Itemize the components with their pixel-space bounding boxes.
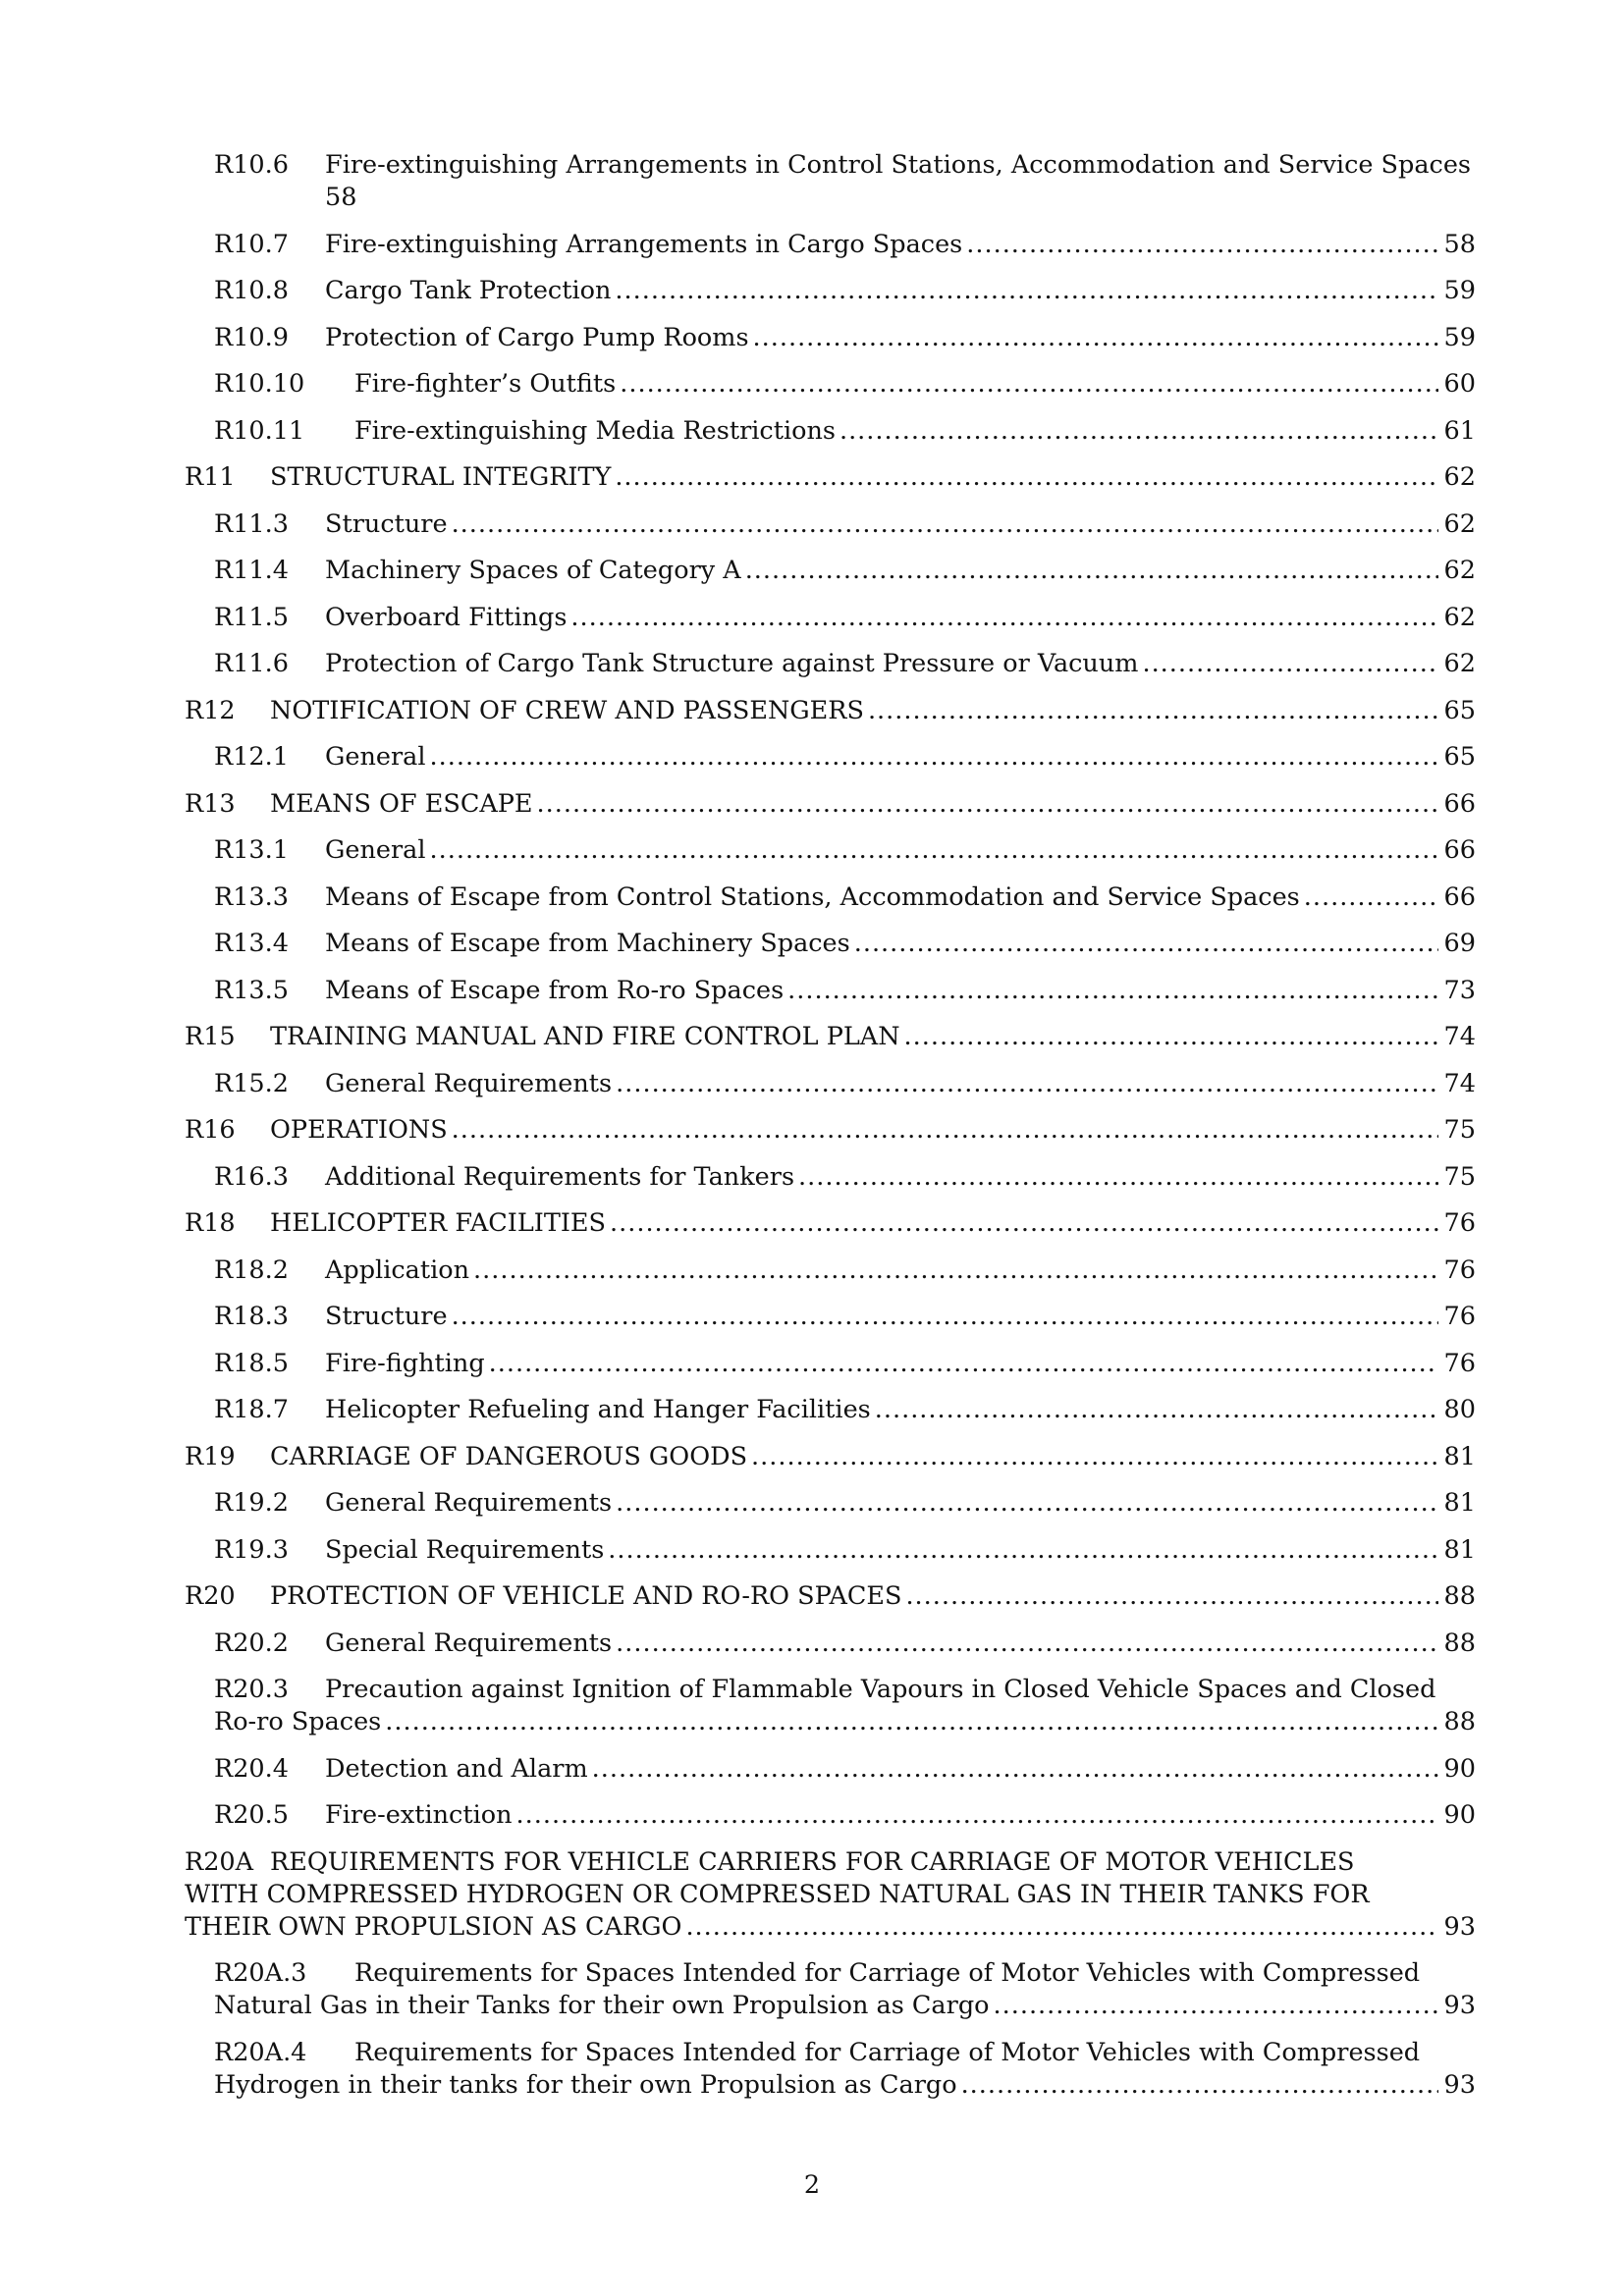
section-title: OPERATIONS bbox=[270, 1115, 448, 1145]
section-title: General Requirements bbox=[325, 1068, 613, 1098]
section-number: R11 bbox=[185, 462, 236, 492]
dot-leader bbox=[570, 602, 1437, 634]
section-title: REQUIREMENTS FOR VEHICLE CARRIERS FOR CARRIAGE OF MOTOR VEHICLES bbox=[270, 1846, 1355, 1877]
toc-line bbox=[214, 928, 1476, 960]
section-number: R13.1 bbox=[214, 835, 289, 865]
section-number: R16.3 bbox=[214, 1161, 289, 1192]
page-ref: 90 bbox=[1443, 1753, 1476, 1784]
section-number: R18.2 bbox=[214, 1255, 289, 1285]
section-title: CARRIAGE OF DANGEROUS GOODS bbox=[270, 1441, 748, 1471]
page-ref: 74 bbox=[1443, 1022, 1476, 1051]
dot-leader bbox=[620, 368, 1437, 400]
dot-leader bbox=[489, 1348, 1438, 1380]
toc-line bbox=[185, 1114, 1476, 1147]
toc-entry[interactable] bbox=[185, 1021, 1476, 1068]
toc-entry[interactable] bbox=[214, 1301, 1476, 1348]
toc-line bbox=[214, 1348, 1476, 1380]
page-ref: 88 bbox=[1443, 1707, 1476, 1736]
toc-line bbox=[214, 648, 1476, 680]
toc-entry[interactable] bbox=[214, 602, 1476, 649]
page-ref: 93 bbox=[1443, 1911, 1476, 1942]
section-number: R12.1 bbox=[214, 742, 289, 772]
toc-entry[interactable] bbox=[185, 788, 1476, 835]
section-number: R13.3 bbox=[214, 881, 289, 912]
section-number: R20.2 bbox=[214, 1628, 289, 1658]
section-title: Requirements for Spaces Intended for Carriage of Motor Vehicles with Compressed bbox=[354, 2037, 1421, 2067]
section-title: Means of Escape from Ro-ro Spaces bbox=[325, 975, 785, 1005]
dot-leader bbox=[430, 741, 1438, 774]
toc-line bbox=[214, 182, 1476, 214]
section-title: General bbox=[325, 742, 426, 772]
dot-leader bbox=[452, 508, 1438, 541]
page-ref: 81 bbox=[1443, 1534, 1476, 1565]
section-title: MEANS OF ESCAPE bbox=[270, 788, 533, 819]
toc-line bbox=[214, 881, 1476, 914]
toc-entry[interactable] bbox=[214, 1487, 1476, 1534]
toc-entry[interactable] bbox=[214, 1534, 1476, 1581]
section-title: Overboard Fittings bbox=[325, 602, 568, 632]
toc-line bbox=[185, 1441, 1476, 1473]
toc-line bbox=[185, 1021, 1476, 1053]
toc-line bbox=[214, 1161, 1476, 1194]
table-of-contents bbox=[185, 149, 1476, 2115]
page-ref: 59 bbox=[1443, 322, 1476, 352]
dot-leader bbox=[516, 1799, 1438, 1832]
page-ref: 65 bbox=[1443, 742, 1476, 772]
dot-leader bbox=[615, 275, 1437, 307]
toc-entry[interactable] bbox=[214, 741, 1476, 788]
section-title: Special Requirements bbox=[325, 1534, 605, 1565]
toc-entry[interactable] bbox=[185, 461, 1476, 508]
section-number: R10.9 bbox=[214, 322, 289, 352]
section-title: Protection of Cargo Pump Rooms bbox=[325, 322, 749, 352]
toc-line bbox=[185, 1580, 1476, 1613]
page-ref: 62 bbox=[1443, 602, 1476, 632]
dot-leader bbox=[616, 1068, 1437, 1100]
toc-line bbox=[214, 602, 1476, 634]
section-number: R10.6 bbox=[214, 150, 289, 180]
page-ref: 61 bbox=[1443, 415, 1476, 446]
toc-line bbox=[214, 1534, 1476, 1567]
toc-line-continued bbox=[214, 1706, 1476, 1738]
section-title-continued: Hydrogen in their tanks for their own Propulsion as Cargo bbox=[214, 2069, 957, 2100]
section-title-continued: THEIR OWN PROPULSION AS CARGO bbox=[185, 1911, 682, 1942]
section-number: R10.11 bbox=[214, 415, 305, 446]
section-number: R11.5 bbox=[214, 602, 289, 632]
section-number: R10.10 bbox=[214, 369, 305, 399]
toc-line bbox=[214, 368, 1476, 400]
dot-leader bbox=[961, 2069, 1438, 2102]
toc-line bbox=[214, 1255, 1476, 1287]
toc-entry[interactable] bbox=[214, 1799, 1476, 1846]
section-number: R19 bbox=[185, 1441, 236, 1471]
page-ref: 90 bbox=[1443, 1800, 1476, 1830]
section-title: PROTECTION OF VEHICLE AND RO-RO SPACES bbox=[270, 1581, 902, 1611]
section-title: Structure bbox=[325, 508, 448, 539]
section-number: R19.3 bbox=[214, 1534, 289, 1565]
toc-line bbox=[214, 322, 1476, 354]
page-ref: 58 bbox=[1443, 229, 1476, 259]
dot-leader bbox=[592, 1753, 1438, 1786]
page-ref: 66 bbox=[1443, 835, 1476, 865]
toc-line bbox=[214, 1957, 1476, 1990]
section-title: NOTIFICATION OF CREW AND PASSENGERS bbox=[270, 695, 864, 725]
dot-leader bbox=[875, 1394, 1438, 1426]
dot-leader bbox=[745, 555, 1438, 587]
section-number: R15.2 bbox=[214, 1068, 289, 1098]
page-ref: 66 bbox=[1443, 881, 1476, 912]
toc-entry[interactable] bbox=[214, 275, 1476, 322]
toc-entry[interactable] bbox=[214, 1394, 1476, 1441]
page-ref: 88 bbox=[1443, 1628, 1476, 1658]
dot-leader bbox=[1304, 881, 1438, 914]
toc-entry[interactable] bbox=[185, 1114, 1476, 1161]
toc-entry[interactable] bbox=[214, 1255, 1476, 1302]
dot-leader bbox=[798, 1161, 1438, 1194]
section-number: R11.3 bbox=[214, 508, 289, 539]
toc-entry[interactable] bbox=[214, 648, 1476, 695]
section-title: Means of Escape from Machinery Spaces bbox=[325, 929, 850, 958]
toc-line-continued bbox=[185, 1911, 1476, 1944]
dot-leader bbox=[430, 834, 1438, 867]
toc-line bbox=[214, 1394, 1476, 1426]
toc-line bbox=[214, 834, 1476, 867]
toc-line bbox=[214, 1799, 1476, 1832]
section-title: TRAINING MANUAL AND FIRE CONTROL PLAN bbox=[270, 1022, 900, 1051]
page-ref: 93 bbox=[1443, 2069, 1476, 2100]
section-title: Detection and Alarm bbox=[325, 1753, 588, 1784]
toc-entry[interactable] bbox=[214, 229, 1476, 276]
page-ref: 75 bbox=[1443, 1161, 1476, 1192]
dot-leader bbox=[994, 1990, 1438, 2022]
section-title: Application bbox=[325, 1255, 470, 1285]
page-ref: 76 bbox=[1443, 1348, 1476, 1378]
toc-entry[interactable] bbox=[214, 368, 1476, 415]
page-ref: 65 bbox=[1443, 695, 1476, 725]
toc-line bbox=[214, 1068, 1476, 1100]
toc-line bbox=[214, 1628, 1476, 1660]
section-number: R15 bbox=[185, 1022, 236, 1051]
page-ref: 88 bbox=[1443, 1581, 1476, 1611]
dot-leader bbox=[616, 1487, 1437, 1520]
toc-entry[interactable] bbox=[185, 1580, 1476, 1628]
section-number: R18.5 bbox=[214, 1348, 289, 1378]
section-title: Precaution against Ignition of Flammable Vapours in Closed Vehicle Spaces and Closed bbox=[325, 1675, 1436, 1704]
dot-leader bbox=[615, 461, 1437, 494]
toc-line-continued bbox=[214, 2069, 1476, 2102]
section-title: Machinery Spaces of Category A bbox=[325, 556, 741, 585]
page-ref: 69 bbox=[1443, 929, 1476, 958]
toc-entry[interactable] bbox=[185, 695, 1476, 742]
section-title-continued: Ro-ro Spaces bbox=[214, 1707, 382, 1736]
page-ref: 59 bbox=[1443, 276, 1476, 305]
toc-entry[interactable] bbox=[185, 1846, 1476, 1944]
toc-line bbox=[214, 275, 1476, 307]
toc-line bbox=[214, 415, 1476, 448]
toc-entry[interactable] bbox=[185, 1207, 1476, 1255]
toc-entry[interactable] bbox=[214, 322, 1476, 369]
page-ref: 62 bbox=[1443, 462, 1476, 492]
page-ref: 62 bbox=[1443, 649, 1476, 678]
section-title: Fire-extinction bbox=[325, 1800, 513, 1830]
section-number: R20A bbox=[185, 1846, 254, 1877]
toc-line-continued: WITH COMPRESSED HYDROGEN OR COMPRESSED NATURAL GAS IN THEIR TANKS FOR bbox=[185, 1879, 1370, 1909]
section-number: R20.3 bbox=[214, 1675, 289, 1704]
toc-line bbox=[185, 461, 1476, 494]
toc-entry[interactable] bbox=[214, 149, 1476, 214]
toc-entry[interactable] bbox=[214, 508, 1476, 556]
page-ref: 80 bbox=[1443, 1395, 1476, 1424]
section-number: R10.8 bbox=[214, 276, 289, 305]
page-number: 2 bbox=[803, 2170, 821, 2200]
dot-leader bbox=[868, 695, 1438, 727]
toc-entry[interactable] bbox=[214, 2037, 1476, 2102]
toc-entry[interactable] bbox=[214, 1348, 1476, 1395]
toc-entry[interactable] bbox=[214, 928, 1476, 975]
toc-entry[interactable] bbox=[214, 1628, 1476, 1675]
dot-leader bbox=[616, 1628, 1437, 1660]
page-ref: 75 bbox=[1443, 1115, 1476, 1145]
dot-leader bbox=[753, 322, 1438, 354]
section-title: Structure bbox=[325, 1302, 448, 1331]
dot-leader bbox=[787, 975, 1437, 1007]
section-title: HELICOPTER FACILITIES bbox=[270, 1208, 607, 1238]
section-title: General Requirements bbox=[325, 1628, 613, 1658]
toc-entry[interactable] bbox=[214, 834, 1476, 881]
section-title: Fire-fighter’s Outfits bbox=[354, 369, 617, 399]
section-title: General bbox=[325, 835, 426, 865]
dot-leader bbox=[608, 1534, 1437, 1567]
dot-leader bbox=[385, 1706, 1437, 1738]
page-ref: 76 bbox=[1443, 1208, 1476, 1238]
section-title: Fire-extinguishing Arrangements in Control Stations, Accommodation and Service Spaces bbox=[325, 150, 1471, 180]
toc-entry[interactable] bbox=[214, 975, 1476, 1022]
toc-line bbox=[214, 555, 1476, 587]
dot-leader bbox=[685, 1911, 1437, 1944]
section-number: R13.5 bbox=[214, 975, 289, 1005]
toc-line bbox=[214, 1753, 1476, 1786]
toc-line bbox=[185, 1207, 1476, 1240]
dot-leader bbox=[966, 229, 1437, 261]
dot-leader bbox=[473, 1255, 1438, 1287]
section-number: R11.4 bbox=[214, 556, 289, 585]
toc-line bbox=[185, 1846, 1476, 1879]
section-title: Fire-extinguishing Media Restrictions bbox=[354, 415, 836, 446]
page-ref: 93 bbox=[1443, 1991, 1476, 2020]
toc-entry[interactable] bbox=[214, 1161, 1476, 1208]
section-number: R18 bbox=[185, 1208, 236, 1238]
section-number: R11.6 bbox=[214, 649, 289, 678]
toc-line bbox=[214, 975, 1476, 1007]
toc-entry[interactable] bbox=[214, 415, 1476, 462]
dot-leader bbox=[610, 1207, 1438, 1240]
section-number: R13 bbox=[185, 788, 236, 819]
toc-line bbox=[214, 1301, 1476, 1333]
page-ref: 62 bbox=[1443, 508, 1476, 539]
dot-leader bbox=[839, 415, 1438, 448]
page-ref: 73 bbox=[1443, 975, 1476, 1005]
section-title: STRUCTURAL INTEGRITY bbox=[270, 462, 612, 492]
page-ref: 81 bbox=[1443, 1441, 1476, 1471]
section-title: Fire-fighting bbox=[325, 1348, 485, 1378]
toc-entry[interactable] bbox=[214, 881, 1476, 929]
toc-line bbox=[214, 1674, 1476, 1706]
dot-leader bbox=[904, 1021, 1438, 1053]
toc-line bbox=[214, 2037, 1476, 2069]
section-title: Protection of Cargo Tank Structure against Pressure or Vacuum bbox=[325, 649, 1139, 678]
page-ref: 62 bbox=[1443, 556, 1476, 585]
section-number: R20.4 bbox=[214, 1753, 289, 1784]
toc-line bbox=[185, 695, 1476, 727]
section-number: R10.7 bbox=[214, 229, 289, 259]
page-ref: 81 bbox=[1443, 1488, 1476, 1518]
section-number: R20.5 bbox=[214, 1800, 289, 1830]
dot-leader bbox=[452, 1114, 1438, 1147]
section-number: R20 bbox=[185, 1581, 236, 1611]
section-title: General Requirements bbox=[325, 1488, 613, 1518]
section-number: R12 bbox=[185, 695, 236, 725]
toc-line-continued bbox=[214, 1990, 1476, 2022]
toc-line bbox=[185, 788, 1476, 821]
section-title: Fire-extinguishing Arrangements in Cargo Spaces bbox=[325, 229, 963, 259]
page-ref: 58 bbox=[325, 183, 357, 212]
toc-line bbox=[214, 1487, 1476, 1520]
toc-entry[interactable] bbox=[214, 1753, 1476, 1800]
toc-entry[interactable] bbox=[214, 1068, 1476, 1115]
toc-line bbox=[214, 149, 1476, 182]
dot-leader bbox=[751, 1441, 1438, 1473]
toc-entry[interactable] bbox=[185, 1441, 1476, 1488]
dot-leader bbox=[854, 928, 1438, 960]
section-title: Means of Escape from Control Stations, Accommodation and Service Spaces bbox=[325, 881, 1300, 912]
section-number: R18.7 bbox=[214, 1395, 289, 1424]
section-number: R16 bbox=[185, 1115, 236, 1145]
page-ref: 60 bbox=[1443, 369, 1476, 399]
section-number: R20A.3 bbox=[214, 1958, 307, 1988]
toc-line bbox=[214, 229, 1476, 261]
page-ref: 76 bbox=[1443, 1255, 1476, 1285]
dot-leader bbox=[537, 788, 1438, 821]
section-title: Cargo Tank Protection bbox=[325, 276, 612, 305]
section-title: Requirements for Spaces Intended for Carriage of Motor Vehicles with Compressed bbox=[354, 1958, 1421, 1988]
page-ref: 76 bbox=[1443, 1302, 1476, 1331]
section-title: Additional Requirements for Tankers bbox=[325, 1161, 795, 1192]
section-number: R18.3 bbox=[214, 1302, 289, 1331]
dot-leader bbox=[905, 1580, 1437, 1613]
page-ref: 66 bbox=[1443, 788, 1476, 819]
section-title-continued: Natural Gas in their Tanks for their own Propulsion as Cargo bbox=[214, 1991, 990, 2020]
section-number: R20A.4 bbox=[214, 2037, 307, 2067]
page-ref: 74 bbox=[1443, 1068, 1476, 1098]
dot-leader bbox=[452, 1301, 1438, 1333]
toc-entry[interactable] bbox=[214, 555, 1476, 602]
toc-entry[interactable] bbox=[214, 1674, 1476, 1738]
toc-line bbox=[214, 741, 1476, 774]
dot-leader bbox=[1142, 648, 1437, 680]
section-number: R13.4 bbox=[214, 929, 289, 958]
section-title: Helicopter Refueling and Hanger Facilities bbox=[325, 1395, 871, 1424]
toc-line bbox=[214, 508, 1476, 541]
section-number: R19.2 bbox=[214, 1488, 289, 1518]
toc-entry[interactable] bbox=[214, 1957, 1476, 2022]
